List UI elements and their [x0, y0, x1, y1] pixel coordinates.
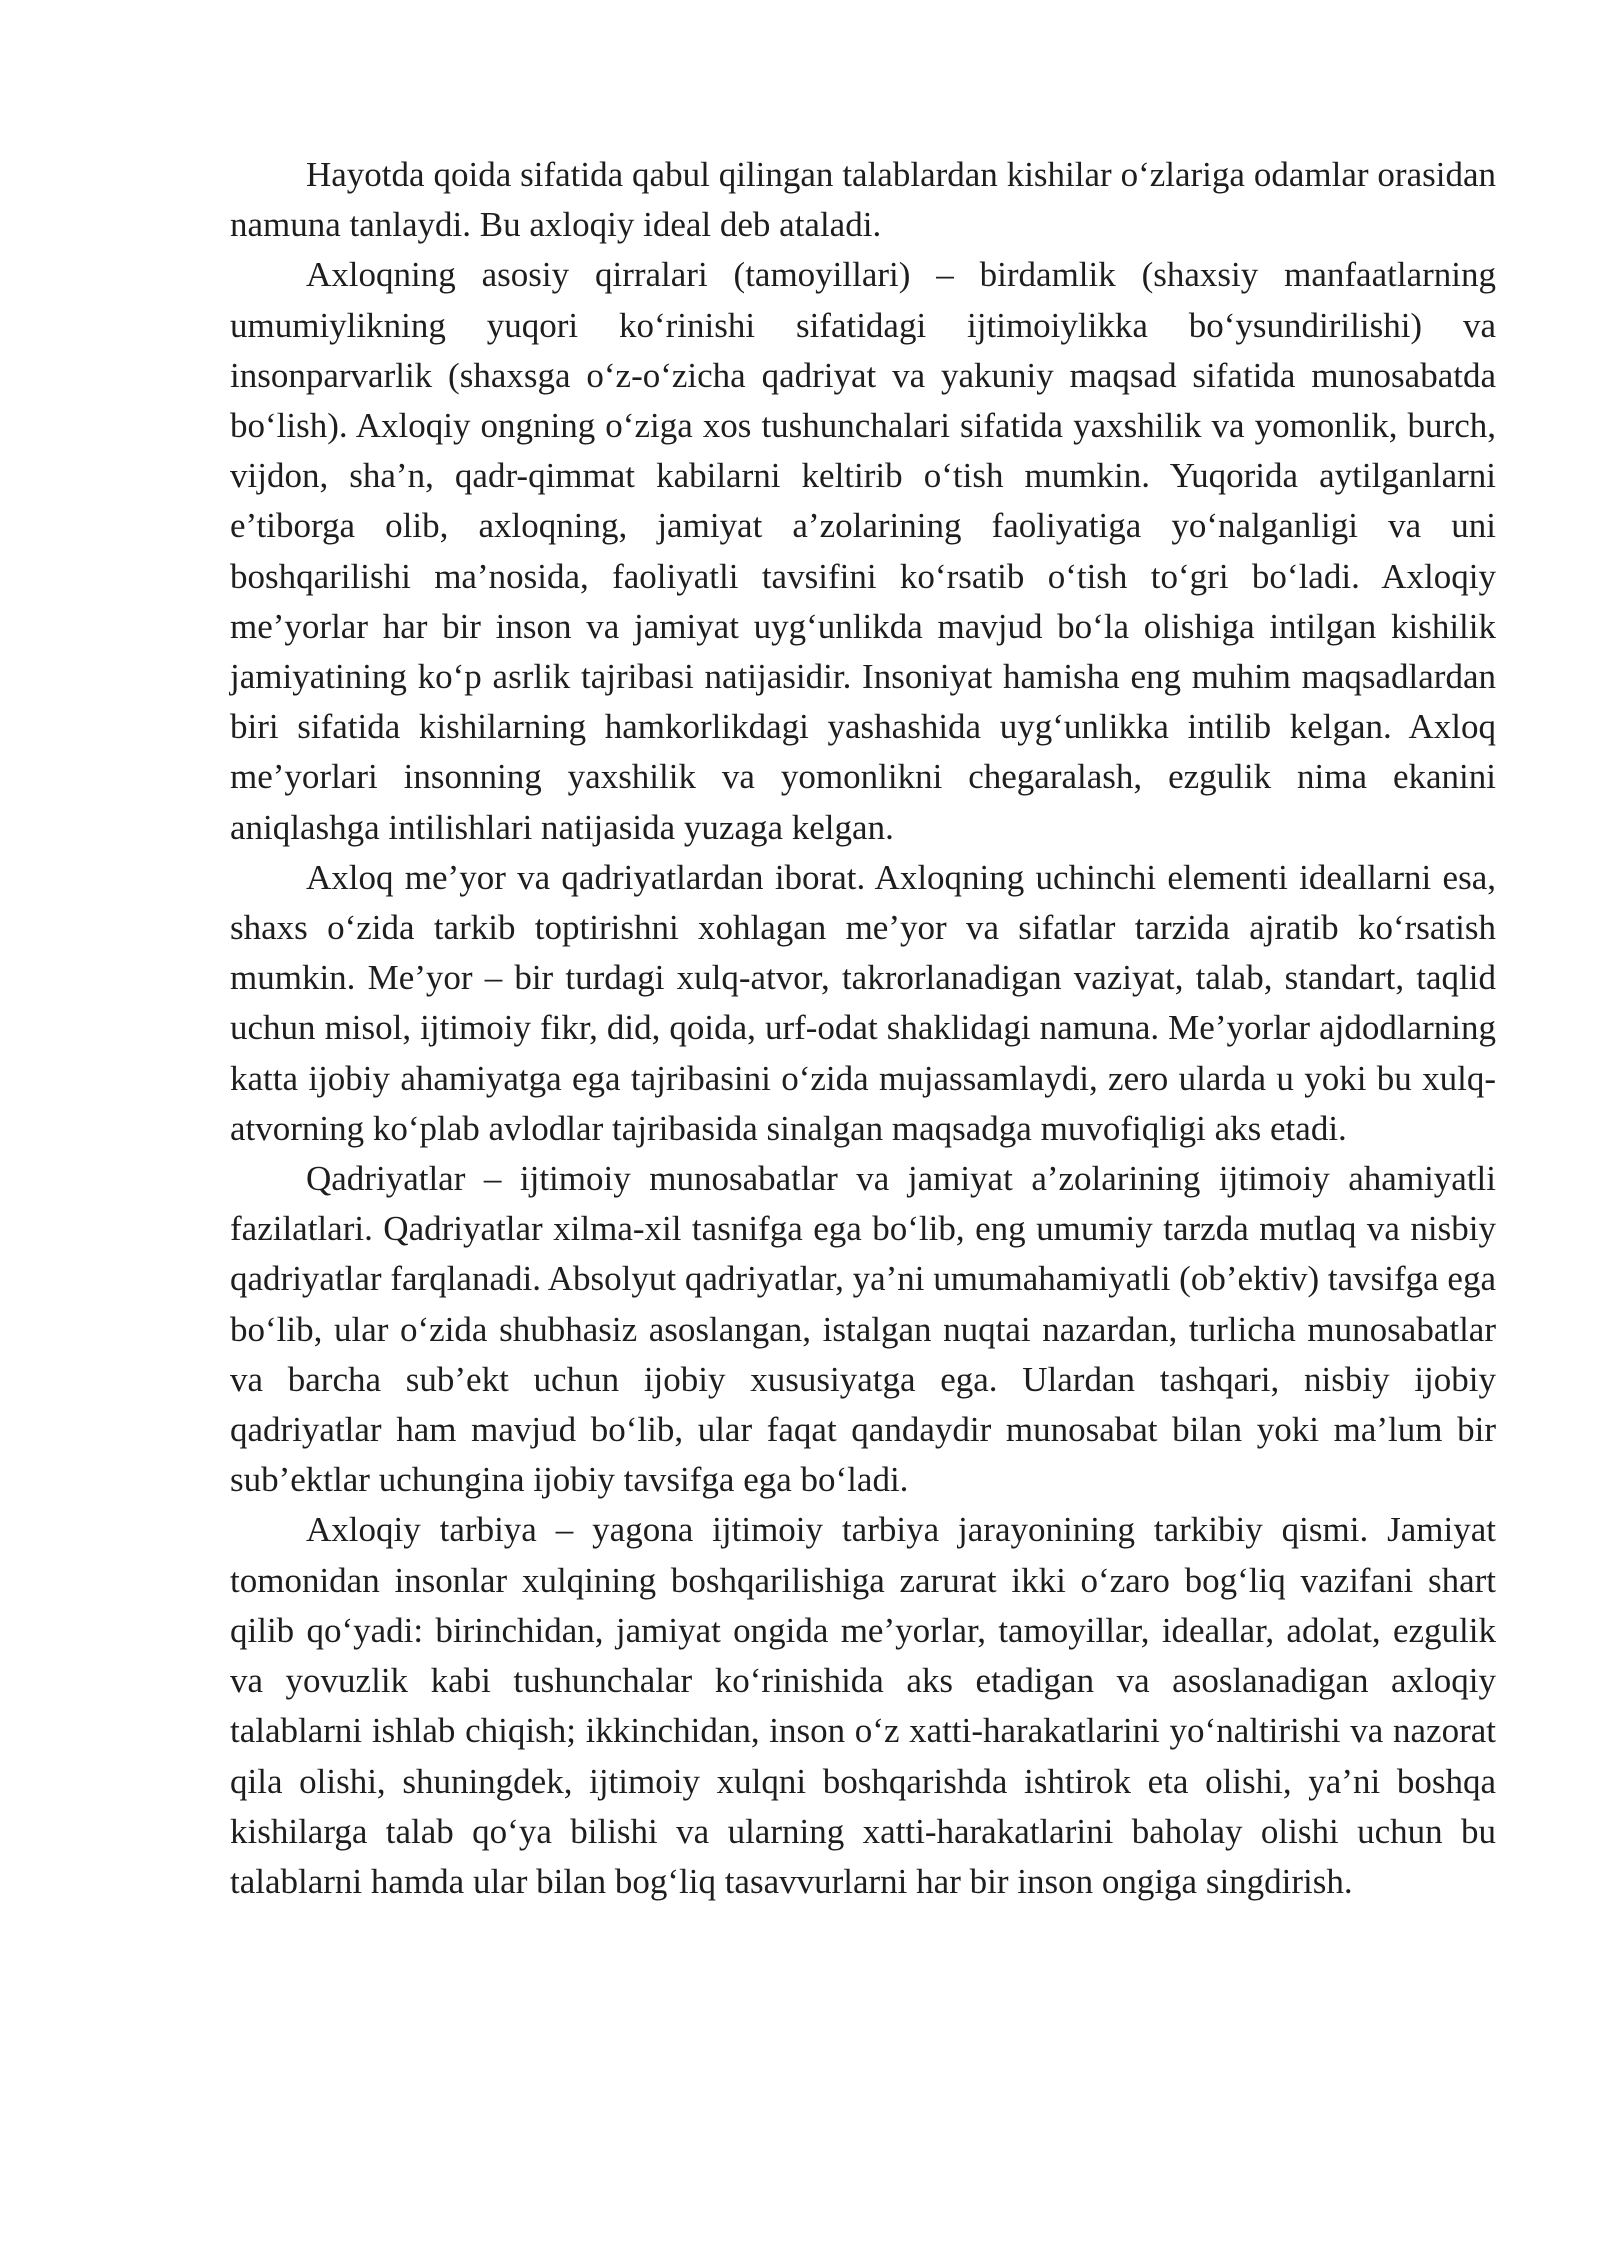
- paragraph-qadriyatlar: Qadriyatlar – ijtimoiy munosabatlar va jamiyat a’zolarining ijtimoiy ahamiyatli fazilatlari. Qadriyatlar xilma-xil tasnifga ega bo‘lib, eng umumiy tarzda mutlaq va nisbiy qadriyatlar farqlanadi. Absolyut qadriyatlar, ya’ni umumahamiyatli (ob’ektiv) tavsifga ega bo‘lib, ular o‘zida shubhasiz asoslangan, istalgan nuqtai nazardan, turlicha munosabatlar va barcha sub’ekt uchun ijobiy xususiyatga ega. Ulardan tashqari, nisbiy ijobiy qadriyatlar ham mavjud bo‘lib, ular faqat qandaydir munosabat bilan yoki ma’lum bir sub’ektlar uchungina ijobiy tavsifga ega bo‘ladi.: [230, 1159, 1496, 1500]
- document-page: [230, 150, 1496, 1907]
- paragraph-axloqiy-tarbiya: Axloqiy tarbiya – yagona ijtimoiy tarbiya jarayonining tarkibiy qismi. Jamiyat tomonidan insonlar xulqining boshqarilishiga zarurat ikki o‘zaro bog‘liq vazifani shart qilib qo‘yadi: birinchidan, jamiyat ongida me’yorlar, tamoyillar, ideallar, adolat, ezgulik va yovuzlik kabi tushunchalar ko‘rinishida aks etadigan va asoslanadigan axloqiy talablarni ishlab chiqish; ikkinchidan, inson o‘z xatti-harakatlarini yo‘naltirishi va nazorat qila olishi, shuningdek, ijtimoiy xulqni boshqarishda ishtirok eta olishi, ya’ni boshqa kishilarga talab qo‘ya bilishi va ularning xatti-harakatlarini baholay olishi uchun bu talablarni hamda ular bilan bog‘liq tasavvurlarni har bir inson ongiga singdirish.: [230, 1510, 1496, 1901]
- paragraph-axloqiy-ideal: Hayotda qoida sifatida qabul qilingan talablardan kishilar o‘zlariga odamlar orasidan namuna tanlaydi. Bu axloqiy ideal deb ataladi.: [230, 155, 1496, 245]
- paragraph-axloq-tamoyillari: Axloqning asosiy qirralari (tamoyillari) – birdamlik (shaxsiy manfaatlarning umumiylikning yuqori ko‘rinishi sifatidagi ijtimoiylikka bo‘ysundirilishi) va insonparvarlik (shaxsga o‘z-o‘zicha qadriyat va yakuniy maqsad sifatida munosabatda bo‘lish). Axloqiy ongning o‘ziga xos tushunchalari sifatida yaxshilik va yomonlik, burch, vijdon, sha’n, qadr-qimmat kabilarni keltirib o‘tish mumkin. Yuqorida aytilganlarni e’tiborga olib, axloqning, jamiyat a’zolarining faoliyatiga yo‘nalganligi va uni boshqarilishi ma’nosida, faoliyatli tavsifini ko‘rsatib o‘tish to‘gri bo‘ladi. Axloqiy me’yorlar har bir inson va jamiyat uyg‘unlikda mavjud bo‘la olishiga intilgan kishilik jamiyatining ko‘p asrlik tajribasi natijasidir. Insoniyat hamisha eng muhim maqsadlardan biri sifatida kishilarning hamkorlikdagi yashashida uyg‘unlikka intilib kelgan. Axloq me’yorlari insonning yaxshilik va yomonlikni chegaralash, ezgulik nima ekanini aniqlashga intilishlari natijasida yuzaga kelgan.: [230, 255, 1496, 847]
- paragraph-meyor-va-qadriyatlar: Axloq me’yor va qadriyatlardan iborat. Axloqning uchinchi elementi ideallarni esa, shaxs o‘zida tarkib toptirishni xohlagan me’yor va sifatlar tarzida ajratib ko‘rsatish mumkin. Me’yor – bir turdagi xulq-atvor, takrorlanadigan vaziyat, talab, standart, taqlid uchun misol, ijtimoiy fikr, did, qoida, urf-odat shaklidagi namuna. Me’yorlar ajdodlarning katta ijobiy ahamiyatga ega tajribasini o‘zida mujassamlaydi, zero ularda u yoki bu xulq-atvorning ko‘plab avlodlar tajribasida sinalgan maqsadga muvofiqligi aks etadi.: [230, 857, 1496, 1148]
